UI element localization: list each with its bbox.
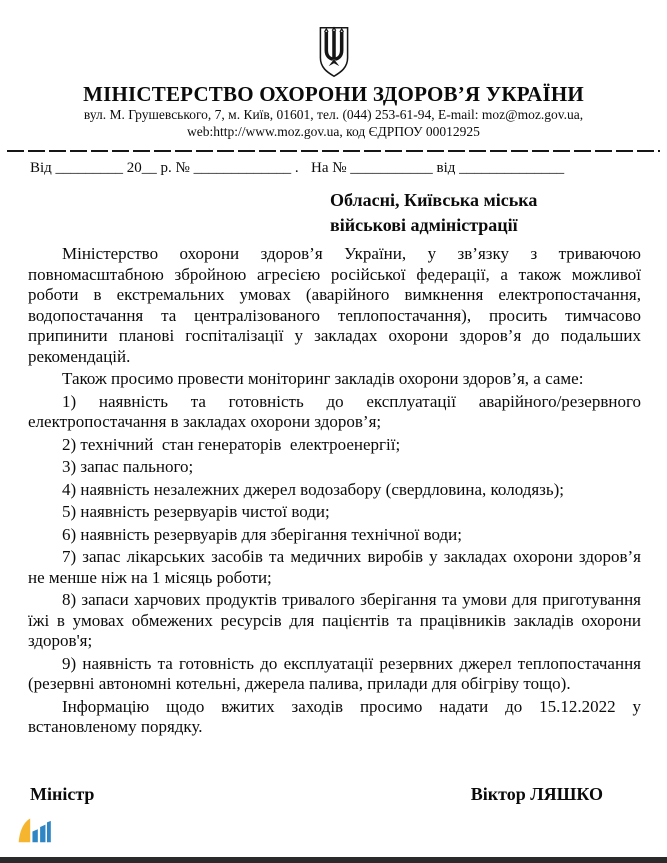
closing-paragraph: Інформацію щодо вжитих заходів просимо надати до 15.12.2022 у встановленому порядку. — [28, 696, 641, 736]
trident-prongs — [326, 31, 341, 60]
minfin-watermark-logo — [17, 817, 51, 843]
bottom-edge-bar — [0, 857, 667, 863]
logo-blue-bar-3 — [47, 821, 51, 842]
list-item-3: 3) запас пального; — [62, 457, 194, 476]
intro-paragraph: Міністерство охорони здоров’я України, у зв’язку з триваючою повномасштабною збройною агресією російської федерації, а також можливої роботи в екстремальних умовах (аварійного вимкнення електропостачання, водопостачання та централізованого теплопостачання), просить тимчасово припинити планові госпіталізації у закладах охорони здоров’я до подальших рекомендацій. — [28, 244, 641, 366]
list-item-4: 4) наявність незалежних джерел водозабору (свердловина, колодязь); — [62, 479, 565, 499]
logo-blue-bar-2 — [40, 825, 45, 843]
list-item-2: 2) технічний стан генераторів електроенергії; — [62, 434, 401, 454]
logo-yellow-sail — [19, 819, 30, 843]
signer-name: Віктор ЛЯШКО — [470, 783, 603, 804]
letterhead — [0, 26, 667, 140]
list-item-8: 8) запаси харчових продуктів тривалого зберігання та умови для приготування їжі в умовах обмежених ресурсів для пацієнтів та працівників закладів охорони здоров'я; — [28, 590, 641, 650]
addressee-line-1: Обласні, Київська міська — [330, 190, 538, 210]
list-item-1: 1) наявність та готовність до експлуатації аварійного/резервного електропостачання в закладах охорони здоров’я; — [28, 391, 641, 431]
signer-position: Міністр — [30, 783, 95, 804]
list-item-5: 5) наявність резервуарів чистої води; — [62, 502, 330, 521]
outgoing-number-fields: Від _________ 20__ р. № _____________ . — [30, 160, 299, 176]
letter-body — [28, 244, 641, 738]
ukraine-trident-emblem — [316, 26, 352, 78]
ministry-address-line2: web:http://www.moz.gov.ua, код ЄДРПОУ 00012925 — [187, 124, 480, 139]
incoming-number-fields: На № ___________ від ______________ — [311, 160, 565, 176]
ministry-title: МІНІСТЕРСТВО ОХОРОНИ ЗДОРОВ’Я УКРАЇНИ — [83, 82, 584, 106]
signature-row — [0, 784, 667, 805]
addressee-line-2: військові адміністрації — [330, 215, 518, 235]
addressee-block — [330, 188, 667, 238]
list-item-6: 6) наявність резервуарів для зберігання технічної води; — [62, 524, 462, 544]
list-item-7: 7) запас лікарських засобів та медичних виробів у закладах охорони здоров’я не менше ніж на 1 місяць роботи; — [28, 547, 641, 587]
ministry-address-line1: вул. М. Грушевського, 7, м. Київ, 01601, тел. (044) 253-61-94, E-mail: moz@moz.gov.ua, — [83, 107, 584, 122]
header-divider-line — [7, 150, 660, 152]
monitoring-lead: Також просимо провести моніторинг закладів охорони здоров’я, а саме: — [62, 369, 584, 388]
logo-blue-bar-1 — [32, 829, 37, 842]
reference-row — [0, 160, 667, 178]
list-item-9: 9) наявність та готовність до експлуатації резервних джерел теплопостачання (резервні автономні котельні, джерела палива, прилади для обігріву тощо). — [28, 653, 641, 693]
